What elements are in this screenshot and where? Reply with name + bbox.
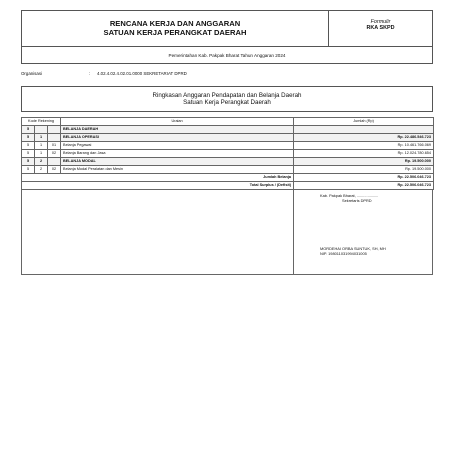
surplus-label: Total Surplus / (Defisit) (22, 182, 294, 190)
jumlah-cell: Rp. 10.461.766.069 (294, 142, 434, 150)
kode-1-cell: 5 (22, 142, 35, 150)
pemda-line: Pemerintahan Kab. Pakpak Bharat Tahun Anggaran 2024 (21, 47, 433, 64)
header-uraian: Uraian (61, 118, 294, 126)
kode-1-cell: 5 (22, 134, 35, 142)
ringkasan-title-box (21, 86, 433, 112)
surplus-row (22, 182, 434, 190)
kode-3-cell: 01 (48, 142, 61, 150)
jumlah-cell (294, 126, 434, 134)
uraian-cell: BELANJA DAERAH (61, 126, 294, 134)
table-row (22, 134, 434, 142)
kode-2-cell: 1 (35, 150, 48, 158)
organisasi-row (21, 71, 433, 83)
signature-name: MORDEHAI ORBA SUNTUK, SH, MH (320, 246, 386, 251)
kode-3-cell (48, 134, 61, 142)
kode-1-cell: 5 (22, 150, 35, 158)
signature-place-date: Kab. Pakpak Bharat, .................... (320, 193, 379, 198)
organisasi-label: Organisasi (21, 71, 42, 76)
budget-table (21, 117, 434, 190)
kode-2-cell (35, 126, 48, 134)
ringkasan-line-2: Satuan Kerja Perangkat Daerah (183, 99, 271, 106)
table-header-row (22, 118, 434, 126)
table-body (22, 126, 434, 174)
kode-1-cell: 5 (22, 158, 35, 166)
title-line-1: RENCANA KERJA DAN ANGGARAN (109, 19, 241, 28)
header-kode-rekening: Kode Rekening (22, 118, 61, 126)
kode-3-cell (48, 126, 61, 134)
jumlah-cell: Rp. 22.486.546.723 (294, 134, 434, 142)
title-block (22, 11, 329, 46)
table-row (22, 158, 434, 166)
jumlah-cell: Rp. 19.500.000 (294, 158, 434, 166)
signature-position: Sekretaris DPRD (342, 198, 372, 203)
kode-2-cell: 1 (35, 134, 48, 142)
uraian-cell: BELANJA OPERASI (61, 134, 294, 142)
formulir-label: Formulir (370, 19, 391, 25)
total-belanja-row (22, 174, 434, 182)
signature-section (21, 190, 433, 275)
document-header (21, 10, 433, 47)
uraian-cell: Belanja Modal Peralatan dan Mesin (61, 166, 294, 174)
jumlah-cell: Rp. 12.024.780.654 (294, 150, 434, 158)
kode-1-cell: 5 (22, 166, 35, 174)
table-row (22, 126, 434, 134)
ringkasan-line-1: Ringkasan Anggaran Pendapatan dan Belanja Daerah (152, 92, 302, 99)
title-line-2: SATUAN KERJA PERANGKAT DAERAH (103, 28, 247, 37)
signature-block (293, 190, 433, 275)
surplus-value: Rp. 22.506.046.723 (294, 182, 434, 190)
organisasi-colon: : (89, 71, 91, 76)
organisasi-value: 4.02.4.02.4.02.01.0000 SEKRETARIAT DPRD (97, 71, 187, 76)
kode-1-cell: 5 (22, 126, 35, 134)
formulir-code: RKA SKPD (366, 25, 395, 31)
table-row (22, 142, 434, 150)
kode-2-cell: 2 (35, 166, 48, 174)
uraian-cell: BELANJA MODAL (61, 158, 294, 166)
kode-3-cell (48, 158, 61, 166)
jumlah-cell: Rp. 19.500.000 (294, 166, 434, 174)
kode-3-cell: 02 (48, 166, 61, 174)
table-row (22, 150, 434, 158)
kode-2-cell: 1 (35, 142, 48, 150)
signature-nip: NIP. 198011031994031005 (320, 251, 367, 256)
uraian-cell: Belanja Barang dan Jasa (61, 150, 294, 158)
formulir-block (329, 11, 432, 46)
total-belanja-label: Jumlah Belanja (22, 174, 294, 182)
rka-document (21, 10, 433, 275)
total-belanja-value: Rp. 22.506.046.723 (294, 174, 434, 182)
kode-2-cell: 2 (35, 158, 48, 166)
signature-blank-area (21, 190, 293, 275)
header-jumlah: Jumlah (Rp) (294, 118, 434, 126)
table-row (22, 166, 434, 174)
kode-3-cell: 02 (48, 150, 61, 158)
uraian-cell: Belanja Pegawai (61, 142, 294, 150)
